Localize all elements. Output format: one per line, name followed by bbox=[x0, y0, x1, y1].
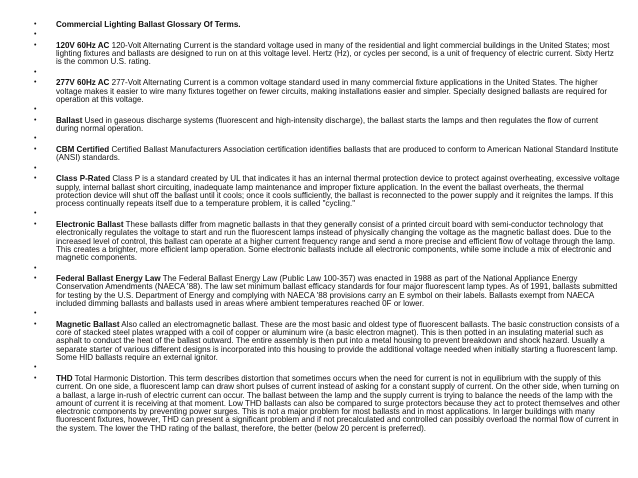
term-label: 277V 60Hz AC bbox=[56, 78, 110, 88]
term-definition: Certified Ballast Manufacturers Association certification identifies ballasts that are produced to conform to American National Standard Institute (ANSI) standards. bbox=[56, 145, 619, 163]
term-definition: Class P is a standard created by UL that indicates it has an internal thermal protection device to protect against overheating, excessive voltage supply, internal ballast short circuiting, inadequate lamp maintenance and improper fixture application. In the event the ballast overheats, the thermal protection device will shut off the ballast until it cools; once it cools sufficiently, the ballast is reconnected to the power supply and it reignites the lamps. If this process continually repeats itself due to a temperature problem, it is called "cycling." bbox=[56, 174, 620, 209]
term-definition: Also called an electromagnetic ballast. These are the most basic and oldest type of fluorescent ballasts. The basic construction consists of a core of stacked steel plates wrapped with a coil of copper or aluminum wire (a basic electron magnet). This is then potted in an insulating material such as asphalt to conduct the heat of the ballast outward. The entire assembly is then put into a metal housing to prevent breakdown and shock hazard. Usually a separate starter of various different designs is incorporated into this housing to provide the additional voltage needed when initially starting a fluorescent lamp. Some HID ballasts require an external ignitor. bbox=[56, 319, 620, 363]
term-definition: 277-Volt Alternating Current is a common voltage standard used in many commercial fixture applications in the United States. The higher voltage makes it easier to wire many fixtures together on fewer circuits, making installations easier and simpler. Specially designed ballasts are required for operation at this voltage. bbox=[56, 78, 608, 104]
glossary-title-item bbox=[34, 21, 620, 29]
glossary-entry-magnetic-ballast bbox=[34, 321, 620, 362]
term-label: Class P-Rated bbox=[56, 174, 111, 184]
term-label: 120V 60Hz AC bbox=[56, 40, 110, 50]
term-label: Ballast bbox=[56, 115, 83, 125]
term-label: CBM Certified bbox=[56, 145, 110, 155]
glossary-entry-cbm-certified bbox=[34, 146, 620, 163]
glossary-list bbox=[34, 21, 620, 433]
term-label: Federal Ballast Energy Law bbox=[56, 274, 161, 284]
glossary-entry-120v bbox=[34, 42, 620, 67]
term-definition: These ballasts differ from magnetic ballasts in that they generally consist of a printed circuit board with semi-conductor technology that electronically regulates the voltage to start and run the fluorescent lamps instead of physically changing the voltage as the magnetic ballast does. Due to the increased level of control, this ballast can operate at a higher current frequency range and send a more precise and efficient flow of voltage through the lamp. This creates a brighter, more efficient lamp operation. Some electronic ballasts include all electronic components, while some include a mix of electronic and magnetic components. bbox=[56, 220, 615, 263]
term-label: Electronic Ballast bbox=[56, 220, 124, 230]
glossary-entry-electronic-ballast bbox=[34, 221, 620, 262]
document-title: Commercial Lighting Ballast Glossary Of Terms. bbox=[56, 20, 241, 29]
glossary-entry-class-p-rated bbox=[34, 175, 620, 208]
glossary-entry-277v bbox=[34, 79, 620, 104]
term-label: Magnetic Ballast bbox=[56, 319, 120, 329]
glossary-entry-federal-ballast-energy-law bbox=[34, 275, 620, 308]
glossary-entry-thd bbox=[34, 375, 620, 433]
term-definition: Total Harmonic Distortion. This term describes distortion that sometimes occurs when the need for current is not in equilibrium with the supply of this current. On one side, a fluorescent lamp can draw short pulses of current instead of asking for a constant supply of current. On the other side, when turning on a ballast, a large in-rush of electric current can occur. The ballast between the lamp and the supply current is trying to balance the needs of the lamp with the amount of current it is receiving at that moment. Low THD ballasts can also be compared to surge protectors because they act to protect themselves and other electronic components by preventing power surges. This is not a major problem for most ballasts and in most applications. In larger buildings with many fluorescent fixtures, however, THD can present a significant problem and if not precalculated and controlled can possibly overload the normal flow of current in the system. The lower the THD rating of the ballast, therefore, the better (below 20 percent is preferred). bbox=[56, 373, 620, 433]
glossary-entry-ballast bbox=[34, 117, 620, 134]
term-label: THD bbox=[56, 373, 73, 383]
term-definition: Used in gaseous discharge systems (fluorescent and high-intensity discharge), the ballast starts the lamps and then regulates the flow of current during normal operation. bbox=[56, 115, 599, 134]
term-definition: 120-Volt Alternating Current is the standard voltage used in many of the residential and light commercial buildings in the United States; most lighting fixtures and ballasts are designed to run on at this voltage level. Hertz (Hz), or cycles per second, is a unit of frequency of electric current. Sixty Hertz is the common U.S. rating. bbox=[56, 40, 614, 67]
term-definition: The Federal Ballast Energy Law (Public Law 100-357) was enacted in 1988 as part of the National Appliance Energy Conservation Amendments (NAECA '88). The law set minimum ballast efficacy standards for four major fluorescent lamp types. As of 1991, ballasts submitted for testing by the U.S. Department of Energy and complying with NAECA '88 provisions carry an E symbol on their labels. Ballasts exempt from NAECA included dimming ballasts and ballasts used in areas where ambient temperatures reached 0F or lower. bbox=[56, 274, 618, 308]
